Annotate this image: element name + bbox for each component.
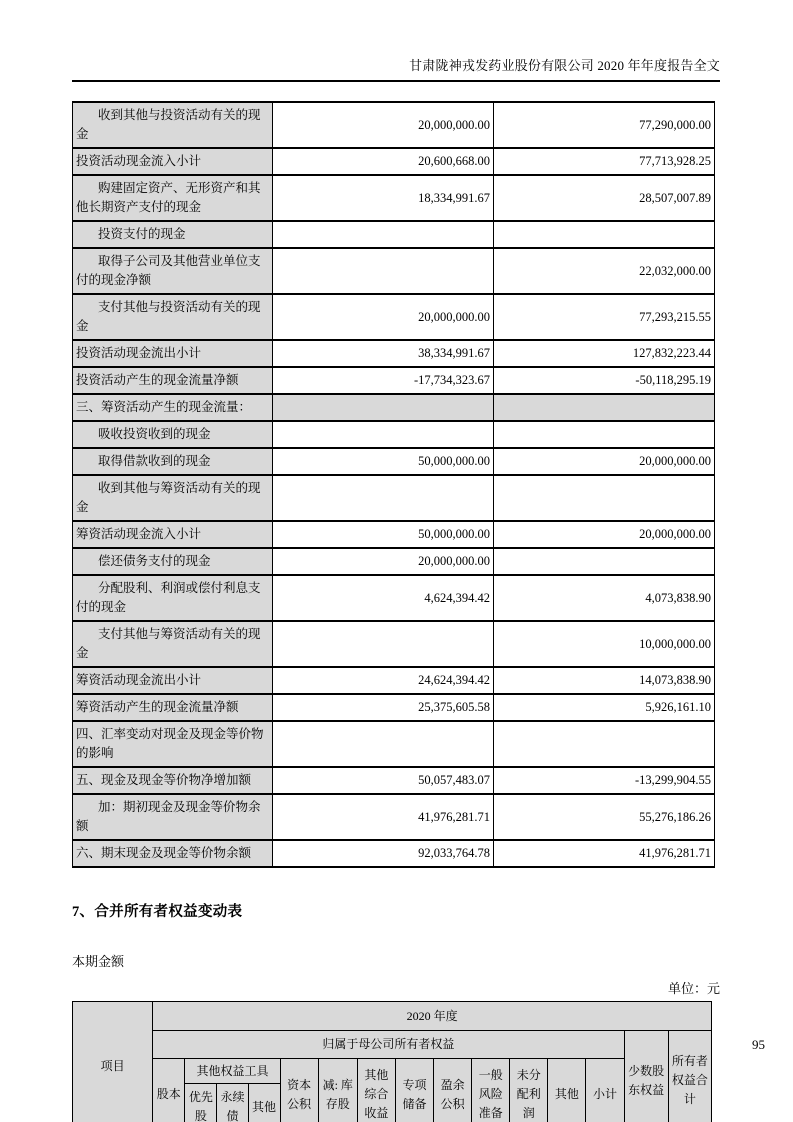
table-row [73, 248, 715, 294]
amount-current-cell [273, 221, 494, 248]
table-row [73, 721, 715, 767]
header-preferred-shares: 优先股 [185, 1084, 217, 1122]
row-label-cell: 五、现金及现金等价物净增加额 [73, 767, 273, 794]
row-label-cell: 投资活动现金流入小计 [73, 148, 273, 175]
header-subtotal: 小计 [586, 1059, 624, 1122]
row-label-cell: 三、筹资活动产生的现金流量： [73, 394, 273, 421]
table-row [73, 767, 715, 794]
table-row [73, 102, 715, 148]
amount-prior-cell: 14,073,838.90 [494, 667, 715, 694]
table-row [73, 667, 715, 694]
amount-current-cell: 24,624,394.42 [273, 667, 494, 694]
amount-prior-cell: 20,000,000.00 [494, 448, 715, 475]
amount-current-cell: 20,000,000.00 [273, 548, 494, 575]
table-row [73, 621, 715, 667]
header-oci: 其他综合收益 [357, 1059, 395, 1122]
amount-current-cell: 20,000,000.00 [273, 294, 494, 340]
row-label-cell: 加：期初现金及现金等价物余额 [73, 794, 273, 840]
table-row [73, 175, 715, 221]
header-other: 其他 [548, 1059, 586, 1122]
table-row [73, 394, 715, 421]
amount-current-cell: 41,976,281.71 [273, 794, 494, 840]
row-label-cell: 吸收投资收到的现金 [73, 421, 273, 448]
amount-current-cell [273, 621, 494, 667]
amount-prior-cell: 77,713,928.25 [494, 148, 715, 175]
amount-prior-cell [494, 394, 715, 421]
header-year-2020: 2020 年度 [153, 1002, 712, 1031]
amount-current-cell [273, 475, 494, 521]
amount-current-cell: 18,334,991.67 [273, 175, 494, 221]
table-row [73, 340, 715, 367]
table-row [73, 694, 715, 721]
row-label-cell: 购建固定资产、无形资产和其他长期资产支付的现金 [73, 175, 273, 221]
table-row [73, 421, 715, 448]
amount-prior-cell: 77,293,215.55 [494, 294, 715, 340]
amount-current-cell: 4,624,394.42 [273, 575, 494, 621]
amount-current-cell: 50,057,483.07 [273, 767, 494, 794]
period-subheading: 本期金额 [72, 954, 125, 969]
amount-current-cell [273, 421, 494, 448]
amount-prior-cell: 20,000,000.00 [494, 521, 715, 548]
row-label-cell: 支付其他与投资活动有关的现金 [73, 294, 273, 340]
amount-prior-cell: 5,926,161.10 [494, 694, 715, 721]
amount-prior-cell: 77,290,000.00 [494, 102, 715, 148]
amount-current-cell [273, 394, 494, 421]
table-row [73, 575, 715, 621]
row-label-cell: 筹资活动产生的现金流量净额 [73, 694, 273, 721]
amount-prior-cell [494, 475, 715, 521]
header-share-capital: 股本 [153, 1059, 185, 1122]
section-heading: 7、合并所有者权益变动表 [72, 904, 243, 920]
amount-prior-cell: 41,976,281.71 [494, 840, 715, 867]
header-title: 甘肃陇神戎发药业股份有限公司 2020 年年度报告全文 [72, 55, 720, 82]
amount-prior-cell: 127,832,223.44 [494, 340, 715, 367]
amount-prior-cell: 4,073,838.90 [494, 575, 715, 621]
row-label-cell: 六、期末现金及现金等价物余额 [73, 840, 273, 867]
page-number: 95 [752, 1037, 765, 1052]
amount-prior-cell: 28,507,007.89 [494, 175, 715, 221]
amount-current-cell: 50,000,000.00 [273, 521, 494, 548]
row-label-cell: 收到其他与筹资活动有关的现金 [73, 475, 273, 521]
row-label-cell: 偿还债务支付的现金 [73, 548, 273, 575]
header-surplus-reserve: 盈余公积 [434, 1059, 472, 1122]
header-other-tools: 其他 [248, 1084, 280, 1122]
header-capital-reserve: 资本公积 [280, 1059, 318, 1122]
row-label-cell: 投资支付的现金 [73, 221, 273, 248]
row-label-cell: 取得子公司及其他营业单位支付的现金净额 [73, 248, 273, 294]
amount-current-cell [273, 248, 494, 294]
table-row [73, 521, 715, 548]
amount-current-cell: 25,375,605.58 [273, 694, 494, 721]
table-row [73, 840, 715, 867]
row-label-cell: 分配股利、利润或偿付利息支付的现金 [73, 575, 273, 621]
header-minority-interest: 少数股东权益 [624, 1031, 668, 1122]
amount-prior-cell: 10,000,000.00 [494, 621, 715, 667]
table-row [73, 148, 715, 175]
amount-prior-cell [494, 721, 715, 767]
amount-prior-cell [494, 548, 715, 575]
row-label-cell: 支付其他与筹资活动有关的现金 [73, 621, 273, 667]
amount-prior-cell [494, 421, 715, 448]
header-total-equity: 所有者权益合计 [668, 1031, 711, 1122]
table-row [73, 475, 715, 521]
row-label-cell: 投资活动现金流出小计 [73, 340, 273, 367]
table-row [73, 794, 715, 840]
amount-current-cell [273, 721, 494, 767]
unit-label: 单位：元 [667, 981, 720, 996]
table-row [73, 548, 715, 575]
row-label-cell: 投资活动产生的现金流量净额 [73, 367, 273, 394]
header-item: 项目 [73, 1002, 153, 1122]
header-other-equity-tools-group: 其他权益工具 [185, 1059, 280, 1084]
cash-flow-table [72, 101, 715, 868]
header-treasury-shares: 减: 库存股 [318, 1059, 357, 1122]
amount-current-cell: 20,000,000.00 [273, 102, 494, 148]
row-label-cell: 取得借款收到的现金 [73, 448, 273, 475]
table-row [73, 294, 715, 340]
header-retained-earnings: 未分配利润 [510, 1059, 548, 1122]
amount-prior-cell: 55,276,186.26 [494, 794, 715, 840]
row-label-cell: 筹资活动现金流出小计 [73, 667, 273, 694]
amount-current-cell: 38,334,991.67 [273, 340, 494, 367]
header-parent-equity-group: 归属于母公司所有者权益 [153, 1031, 624, 1059]
amount-prior-cell: -13,299,904.55 [494, 767, 715, 794]
row-label-cell: 收到其他与投资活动有关的现金 [73, 102, 273, 148]
header-special-reserve: 专项储备 [395, 1059, 433, 1122]
table-row [73, 367, 715, 394]
amount-current-cell: 50,000,000.00 [273, 448, 494, 475]
header-perpetual-bonds: 永续债 [217, 1084, 248, 1122]
amount-current-cell: 20,600,668.00 [273, 148, 494, 175]
amount-prior-cell: -50,118,295.19 [494, 367, 715, 394]
equity-change-table [72, 1001, 712, 1122]
amount-current-cell: 92,033,764.78 [273, 840, 494, 867]
cash-flow-table-body [73, 102, 715, 867]
amount-prior-cell [494, 221, 715, 248]
row-label-cell: 四、汇率变动对现金及现金等价物的影响 [73, 721, 273, 767]
amount-current-cell: -17,734,323.67 [273, 367, 494, 394]
table-row [73, 221, 715, 248]
row-label-cell: 筹资活动现金流入小计 [73, 521, 273, 548]
table-row [73, 448, 715, 475]
header-general-risk-reserve: 一般风险准备 [472, 1059, 510, 1122]
amount-prior-cell: 22,032,000.00 [494, 248, 715, 294]
